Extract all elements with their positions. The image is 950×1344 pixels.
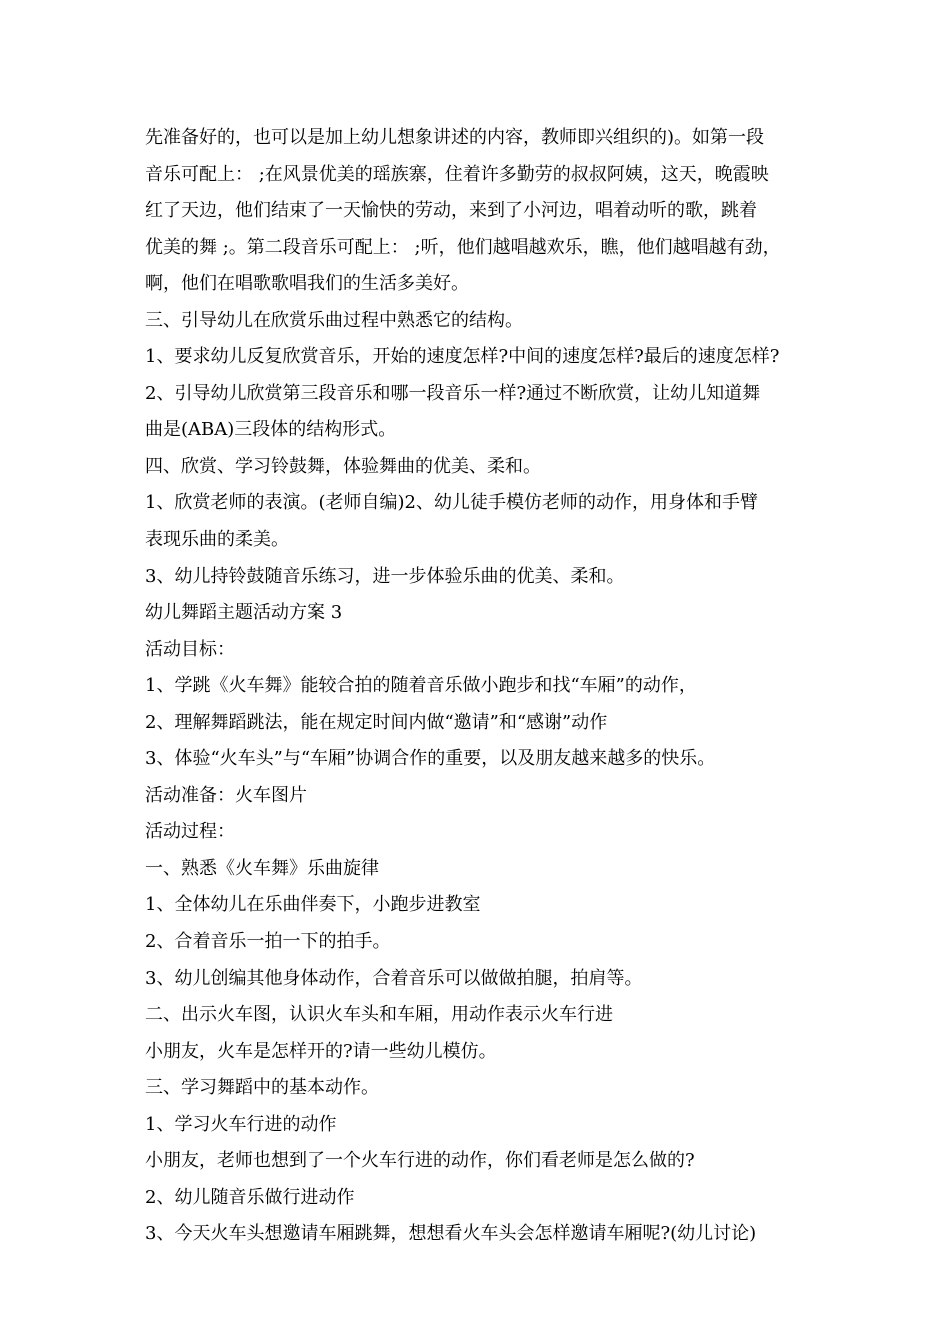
list-item: 3、体验“火车头”与“车厢”协调合作的重要，以及朋友越来越多的快乐。 [145, 748, 716, 770]
list-item: 1、学习火车行进的动作 [145, 1113, 337, 1135]
section-heading: 四、欣赏、学习铃鼓舞，体验舞曲的优美、柔和。 [145, 455, 541, 477]
section-heading: 一、熟悉《火车舞》乐曲旋律 [145, 857, 379, 879]
section-heading: 三、引导幼儿在欣赏乐曲过程中熟悉它的结构。 [145, 309, 523, 331]
text-line: 啊，他们在唱歌歌唱我们的生活多美好。 [145, 273, 469, 295]
section-label: 活动准备：火车图片 [145, 784, 307, 806]
text-line: 小朋友，老师也想到了一个火车行进的动作，你们看老师是怎么做的? [145, 1150, 695, 1172]
text-line: 先准备好的，也可以是加上幼儿想象讲述的内容，教师即兴组织的)。如第一段 [145, 127, 765, 148]
text-line: 音乐可配上： ;在风景优美的瑶族寨，住着许多勤劳的叔叔阿姨，这天，晚霞映 [145, 163, 769, 185]
text-line: 小朋友，火车是怎样开的?请一些幼儿模仿。 [145, 1040, 497, 1062]
list-item: 1、欣赏老师的表演。(老师自编)2、幼儿徒手模仿老师的动作，用身体和手臂 [145, 492, 758, 514]
section-label: 活动目标： [145, 638, 235, 660]
plan-title: 幼儿舞蹈主题活动方案 3 [145, 602, 343, 624]
list-item: 2、幼儿随音乐做行进动作 [145, 1186, 355, 1208]
section-heading: 三、学习舞蹈中的基本动作。 [145, 1077, 379, 1099]
text-line: 曲是(ABA)三段体的结构形式。 [145, 419, 397, 441]
document-body [145, 120, 825, 1253]
list-item: 2、引导幼儿欣赏第三段音乐和哪一段音乐一样?通过不断欣赏，让幼儿知道舞 [145, 382, 761, 404]
section-label: 活动过程： [145, 821, 235, 843]
list-item: 3、今天火车头想邀请车厢跳舞，想想看火车头会怎样邀请车厢呢?(幼儿讨论) [145, 1223, 757, 1245]
text-line: 优美的舞 ;。第二段音乐可配上： ;听，他们越唱越欢乐，瞧，他们越唱越有劲， [145, 236, 781, 258]
list-item: 1、全体幼儿在乐曲伴奏下，小跑步进教室 [145, 894, 481, 916]
list-item: 3、幼儿持铃鼓随音乐练习，进一步体验乐曲的优美、柔和。 [145, 565, 625, 587]
list-item: 2、理解舞蹈跳法，能在规定时间内做“邀请”和“感谢”动作 [145, 711, 608, 733]
list-item: 1、学跳《火车舞》能较合拍的随着音乐做小跑步和找“车厢”的动作， [145, 675, 697, 697]
text-line: 红了天边，他们结束了一天愉快的劳动，来到了小河边，唱着动听的歌，跳着 [145, 200, 757, 222]
text-line: 表现乐曲的柔美。 [145, 529, 289, 551]
list-item: 3、幼儿创编其他身体动作，合着音乐可以做做拍腿，拍肩等。 [145, 967, 643, 989]
section-heading: 二、出示火车图，认识火车头和车厢，用动作表示火车行进 [145, 1004, 613, 1026]
list-item: 1、要求幼儿反复欣赏音乐，开始的速度怎样?中间的速度怎样?最后的速度怎样? [145, 346, 780, 368]
list-item: 2、合着音乐一拍一下的拍手。 [145, 931, 391, 953]
